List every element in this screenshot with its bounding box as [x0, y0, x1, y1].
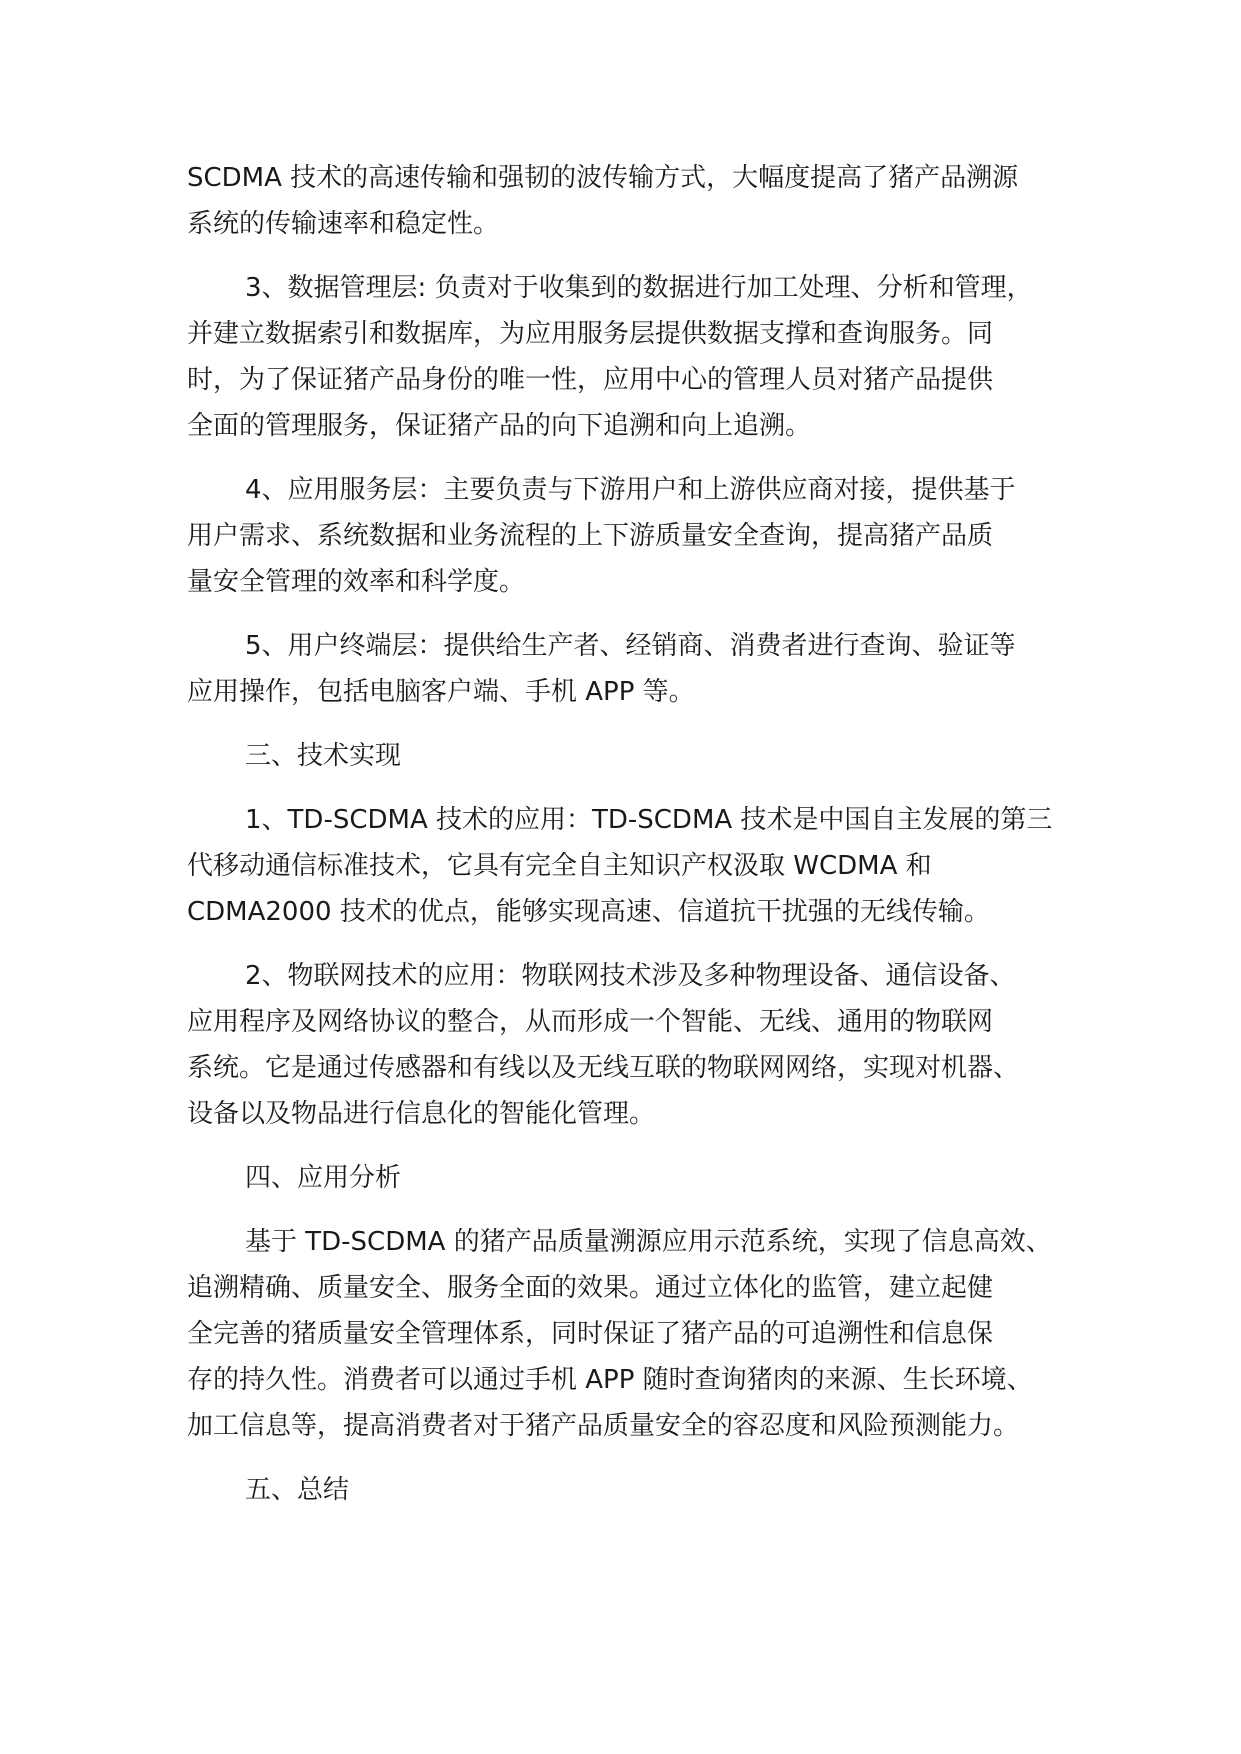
paragraph-iot-application [187, 953, 1087, 1137]
text-line: 系统的传输速率和稳定性。 [187, 209, 500, 239]
text-line: 追溯精确、质量安全、服务全面的效果。通过立体化的监管，建立起健 [187, 1273, 994, 1303]
paragraph-data-management-layer [187, 265, 1087, 449]
text-line: 2、物联网技术的应用：物联网技术涉及多种物理设备、通信设备、 [245, 961, 1016, 991]
section-heading: 三、技术实现 [245, 741, 402, 771]
text-line: 存的持久性。消费者可以通过手机 APP 随时查询猪肉的来源、生长环境、 [187, 1365, 1033, 1395]
document-body [187, 155, 1087, 1531]
text-line: 用户需求、系统数据和业务流程的上下游质量安全查询，提高猪产品质 [187, 521, 994, 551]
section-heading: 四、应用分析 [245, 1163, 402, 1193]
text-line: 应用操作，包括电脑客户端、手机 APP 等。 [187, 677, 695, 707]
text-line: 基于 TD-SCDMA 的猪产品质量溯源应用示范系统，实现了信息高效、 [245, 1227, 1052, 1257]
section-heading-summary [187, 1467, 1087, 1513]
paragraph-application-service-layer [187, 467, 1087, 605]
paragraph-analysis-body [187, 1219, 1087, 1449]
text-line: 量安全管理的效率和科学度。 [187, 567, 526, 597]
text-line: 设备以及物品进行信息化的智能化管理。 [187, 1099, 656, 1129]
text-line: 1、TD-SCDMA 技术的应用：TD-SCDMA 技术是中国自主发展的第三 [245, 805, 1053, 835]
text-line: 并建立数据索引和数据库，为应用服务层提供数据支撑和查询服务。同 [187, 319, 994, 349]
section-heading-application-analysis [187, 1155, 1087, 1201]
text-line: 5、用户终端层：提供给生产者、经销商、消费者进行查询、验证等 [245, 631, 1016, 661]
paragraph-transport [187, 155, 1087, 247]
text-line: 3、数据管理层: 负责对于收集到的数据进行加工处理、分析和管理， [245, 273, 1033, 303]
section-heading-technical-implementation [187, 733, 1087, 779]
text-line: 加工信息等，提高消费者对于猪产品质量安全的容忍度和风险预测能力。 [187, 1411, 1020, 1441]
text-line: 全面的管理服务，保证猪产品的向下追溯和向上追溯。 [187, 411, 812, 441]
text-line: 系统。它是通过传感器和有线以及无线互联的物联网网络，实现对机器、 [187, 1053, 1020, 1083]
text-line: 应用程序及网络协议的整合，从而形成一个智能、无线、通用的物联网 [187, 1007, 994, 1037]
paragraph-user-terminal-layer [187, 623, 1087, 715]
text-line: 全完善的猪质量安全管理体系，同时保证了猪产品的可追溯性和信息保 [187, 1319, 994, 1349]
text-line: CDMA2000 技术的优点，能够实现高速、信道抗干扰强的无线传输。 [187, 897, 990, 927]
section-heading: 五、总结 [245, 1475, 350, 1505]
text-line: 代移动通信标准技术，它具有完全自主知识产权汲取 WCDMA 和 [187, 851, 932, 881]
text-line: SCDMA 技术的高速传输和强韧的波传输方式，大幅度提高了猪产品溯源 [187, 163, 1019, 193]
text-line: 4、应用服务层：主要负责与下游用户和上游供应商对接，提供基于 [245, 475, 1016, 505]
text-line: 时，为了保证猪产品身份的唯一性，应用中心的管理人员对猪产品提供 [187, 365, 994, 395]
paragraph-td-scdma-application [187, 797, 1087, 935]
